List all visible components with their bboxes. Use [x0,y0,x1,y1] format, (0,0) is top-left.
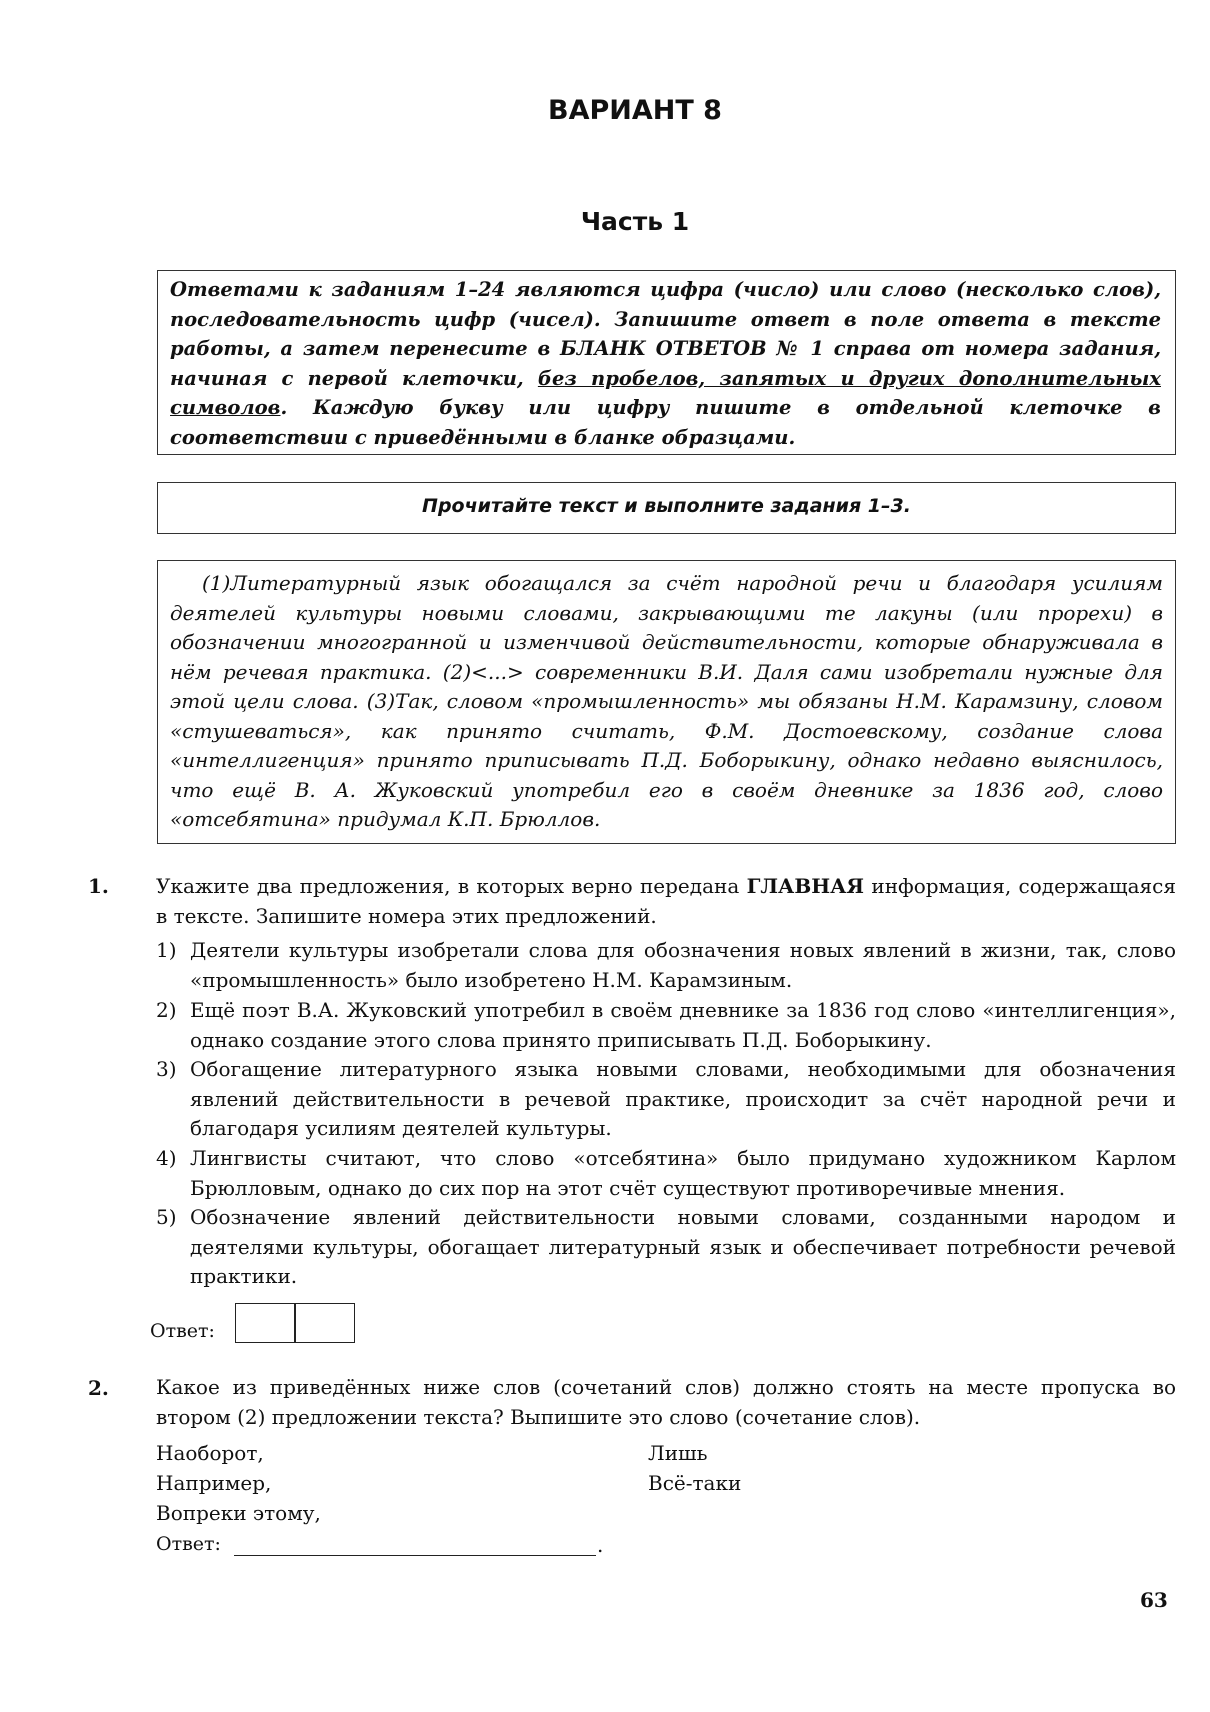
question-1-answer-label: Ответ: [150,1320,215,1342]
part-title: Часть 1 [580,207,690,236]
question-1-option-2: 2) Ещё поэт В.А. Жуковский употребил в своём дневнике за 1836 год слово «интеллигенция», однако создание этого слова принято приписывать П.Д. Боборыкину. [156,998,1176,1052]
question-2-answer-end: . [597,1533,604,1557]
answer-cell-1[interactable] [235,1303,295,1343]
choice-naprimer: Например, [156,1471,272,1495]
instructions-underlined: без пробелов, запятых и других дополнительных символов [170,366,1161,419]
question-2-number: 2. [88,1376,109,1400]
question-1-number: 1. [88,874,109,898]
question-2-answer-line[interactable] [234,1555,596,1556]
choice-naoborot: Наоборот, [156,1441,264,1465]
question-1-option-3: 3) Обогащение литературного языка новыми словами, необходимыми для обозначения явлений действительности в речевой практике, происходит за счёт народной речи и благодаря усилиям деятелей культуры. [156,1057,1176,1140]
question-2-answer-label: Ответ: [156,1533,221,1555]
question-2-text: Какое из приведённых ниже слов (сочетаний слов) должно стоять на месте пропуска во втором (2) предложении текста? Выпишите это слово (сочетание слов). [156,1375,1176,1429]
passage-text: (1)Литературный язык обогащался за счёт народной речи и благодаря усилиям деятелей культуры новыми словами, закрывающими те лакуны (или прорехи) в обозначении многогранной и изменчивой действительности, которые обнаруживала в нём речевая практика. (2)<...> современники В.И. Даля сами изобретали нужные для этой цели слова. (3)Так, словом «промышленность» мы обязаны Н.М. Карамзину, словом «стушеваться», как принято считать, Ф.М. Достоевскому, создание слова «интеллигенция» принято приписывать П.Д. Боборыкину, однако недавно выяснилось, что ещё В. А. Жуковский употребил его в своём дневнике за 1836 год, слово «отсебятина» придумал К.П. Брюллов. [170,571,1163,831]
choice-vsyo-taki: Всё-таки [648,1471,742,1495]
question-1-text: Укажите два предложения, в которых верно передана ГЛАВНАЯ информация, содержащаяся в тексте. Запишите номера этих предложений. [156,874,1176,928]
question-1-bold: ГЛАВНАЯ [746,874,865,898]
passage-box [157,560,1176,844]
question-1-option-5: 5) Обозначение явлений действительности новыми словами, созданными народом и деятелями культуры, обогащает литературный язык и обеспечивает потребности речевой практики. [156,1205,1176,1288]
choice-lish: Лишь [648,1441,708,1465]
read-prompt-box [157,482,1176,534]
instructions-box [157,270,1176,455]
question-1-option-4: 4) Лингвисты считают, что слово «отсебятина» было придумано художником Карлом Брюлловым, однако до сих пор на этот счёт существуют противоречивые мнения. [156,1146,1176,1200]
answer-cell-2[interactable] [295,1303,355,1343]
variant-title: ВАРИАНТ 8 [548,95,722,126]
choice-vopreki: Вопреки этому, [156,1501,321,1525]
read-prompt: Прочитайте текст и выполните задания 1–3. [422,495,911,517]
question-1-option-1: 1) Деятели культуры изобретали слова для обозначения новых явлений в жизни, так, слово «промышленность» было изобретено Н.М. Карамзиным. [156,938,1176,992]
instructions-text: Ответами к заданиям 1–24 являются цифра (число) или слово (несколько слов), последовательность цифр (чисел). Запишите ответ в поле ответа в тексте работы, а затем перенесите в БЛАНК ОТВЕТОВ № 1 справа от номера задания, начиная с первой клеточки, без пробелов, запятых и других дополнительных символов. Каждую букву или цифру пишите в отдельной клеточке в соответствии с приведёнными в бланке образцами. [170,278,1161,449]
page-number: 63 [1140,1588,1168,1612]
